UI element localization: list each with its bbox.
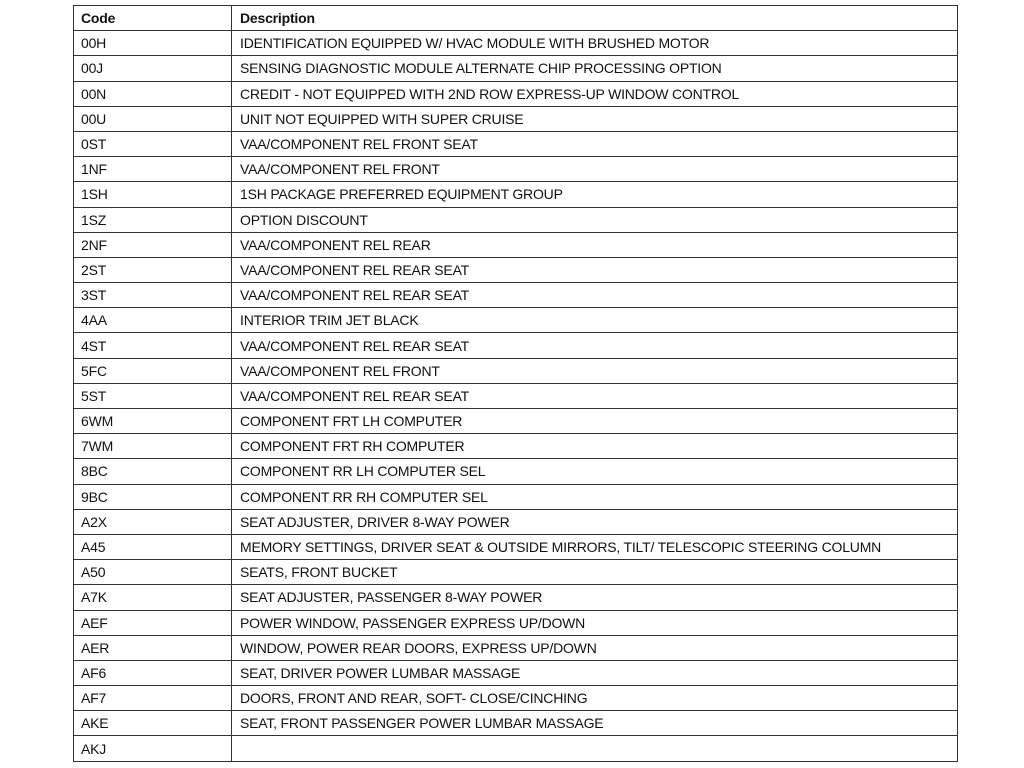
description-cell: VAA/COMPONENT REL REAR SEAT	[232, 257, 958, 282]
table-row	[74, 635, 958, 660]
description-cell: VAA/COMPONENT REL FRONT	[232, 358, 958, 383]
table-row	[74, 308, 958, 333]
code-cell: 8BC	[74, 459, 232, 484]
table-row	[74, 686, 958, 711]
code-cell: AF6	[74, 660, 232, 685]
table-row	[74, 257, 958, 282]
table-row	[74, 711, 958, 736]
table-row	[74, 81, 958, 106]
table-row	[74, 182, 958, 207]
table-row	[74, 534, 958, 559]
table-row	[74, 383, 958, 408]
code-cell: A45	[74, 534, 232, 559]
description-cell: CREDIT - NOT EQUIPPED WITH 2ND ROW EXPRESS-UP WINDOW CONTROL	[232, 81, 958, 106]
code-cell: AER	[74, 635, 232, 660]
code-cell: 00U	[74, 106, 232, 131]
code-cell: AF7	[74, 686, 232, 711]
code-cell: 00J	[74, 56, 232, 81]
table-row	[74, 585, 958, 610]
option-codes-table-container	[73, 5, 957, 762]
description-cell: VAA/COMPONENT REL FRONT SEAT	[232, 131, 958, 156]
table-body	[74, 31, 958, 761]
table-row	[74, 736, 958, 761]
option-codes-table	[73, 5, 958, 762]
description-cell: DOORS, FRONT AND REAR, SOFT- CLOSE/CINCHING	[232, 686, 958, 711]
table-row	[74, 232, 958, 257]
description-cell: SENSING DIAGNOSTIC MODULE ALTERNATE CHIP PROCESSING OPTION	[232, 56, 958, 81]
code-cell: 1SH	[74, 182, 232, 207]
description-cell: VAA/COMPONENT REL REAR SEAT	[232, 383, 958, 408]
table-row	[74, 560, 958, 585]
table-row	[74, 106, 958, 131]
table-row	[74, 283, 958, 308]
code-cell: 4AA	[74, 308, 232, 333]
code-cell: 1NF	[74, 157, 232, 182]
table-row	[74, 207, 958, 232]
code-cell: 9BC	[74, 484, 232, 509]
table-row	[74, 131, 958, 156]
description-cell: VAA/COMPONENT REL REAR SEAT	[232, 283, 958, 308]
table-row	[74, 509, 958, 534]
table-row	[74, 610, 958, 635]
description-cell: VAA/COMPONENT REL REAR SEAT	[232, 333, 958, 358]
table-row	[74, 409, 958, 434]
code-cell: 5ST	[74, 383, 232, 408]
description-cell: MEMORY SETTINGS, DRIVER SEAT & OUTSIDE MIRRORS, TILT/ TELESCOPIC STEERING COLUMN	[232, 534, 958, 559]
description-cell: COMPONENT FRT LH COMPUTER	[232, 409, 958, 434]
code-cell: 1SZ	[74, 207, 232, 232]
code-cell: 3ST	[74, 283, 232, 308]
description-cell: SEAT, FRONT PASSENGER POWER LUMBAR MASSAGE	[232, 711, 958, 736]
description-cell: IDENTIFICATION EQUIPPED W/ HVAC MODULE WITH BRUSHED MOTOR	[232, 31, 958, 56]
code-cell: 00H	[74, 31, 232, 56]
code-cell: AEF	[74, 610, 232, 635]
description-cell: UNIT NOT EQUIPPED WITH SUPER CRUISE	[232, 106, 958, 131]
code-cell: 6WM	[74, 409, 232, 434]
description-cell: VAA/COMPONENT REL FRONT	[232, 157, 958, 182]
table-row	[74, 484, 958, 509]
code-cell: 0ST	[74, 131, 232, 156]
table-row	[74, 660, 958, 685]
column-header-code: Code	[74, 6, 232, 31]
table-row	[74, 358, 958, 383]
code-cell: 2NF	[74, 232, 232, 257]
description-cell: SEAT ADJUSTER, PASSENGER 8-WAY POWER	[232, 585, 958, 610]
table-header-row	[74, 6, 958, 31]
code-cell: A2X	[74, 509, 232, 534]
table-row	[74, 434, 958, 459]
description-cell: SEATS, FRONT BUCKET	[232, 560, 958, 585]
code-cell: A50	[74, 560, 232, 585]
code-cell: AKE	[74, 711, 232, 736]
table-row	[74, 459, 958, 484]
description-cell: COMPONENT RR RH COMPUTER SEL	[232, 484, 958, 509]
table-row	[74, 56, 958, 81]
description-cell: COMPONENT RR LH COMPUTER SEL	[232, 459, 958, 484]
description-cell	[232, 736, 958, 761]
code-cell: 2ST	[74, 257, 232, 282]
description-cell: VAA/COMPONENT REL REAR	[232, 232, 958, 257]
description-cell: OPTION DISCOUNT	[232, 207, 958, 232]
code-cell: 4ST	[74, 333, 232, 358]
code-cell: 00N	[74, 81, 232, 106]
table-row	[74, 333, 958, 358]
description-cell: COMPONENT FRT RH COMPUTER	[232, 434, 958, 459]
column-header-description: Description	[232, 6, 958, 31]
code-cell: A7K	[74, 585, 232, 610]
code-cell: 5FC	[74, 358, 232, 383]
description-cell: 1SH PACKAGE PREFERRED EQUIPMENT GROUP	[232, 182, 958, 207]
code-cell: 7WM	[74, 434, 232, 459]
table-row	[74, 31, 958, 56]
description-cell: INTERIOR TRIM JET BLACK	[232, 308, 958, 333]
description-cell: SEAT ADJUSTER, DRIVER 8-WAY POWER	[232, 509, 958, 534]
table-row	[74, 157, 958, 182]
code-cell: AKJ	[74, 736, 232, 761]
description-cell: SEAT, DRIVER POWER LUMBAR MASSAGE	[232, 660, 958, 685]
description-cell: WINDOW, POWER REAR DOORS, EXPRESS UP/DOWN	[232, 635, 958, 660]
description-cell: POWER WINDOW, PASSENGER EXPRESS UP/DOWN	[232, 610, 958, 635]
